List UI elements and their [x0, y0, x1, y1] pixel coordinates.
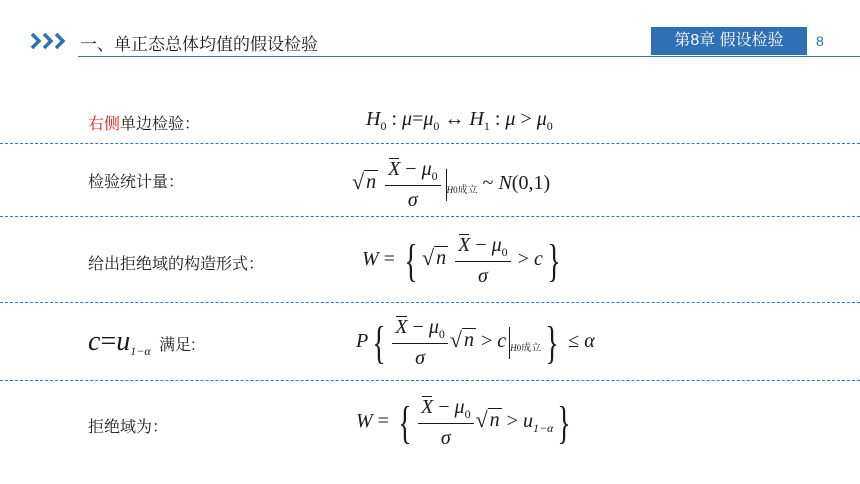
chapter-badge: 第8章 假设检验 — [651, 27, 807, 55]
row2-label: 检验统计量： — [88, 174, 185, 191]
test-statistic-formula: √ n $\frac{X - \mu_0}{\sigma}$ $_{H0成立}$ ~ N(0,1) — [352, 158, 551, 212]
page-title: 一、单正态总体均值的假设检验 — [80, 35, 318, 54]
header-divider — [78, 56, 860, 57]
hypothesis-formula: $H_0$ : $\mu=\mu_0$ ↔ $H_1$ : $\mu > \mu_0$ — [366, 108, 553, 133]
row1-label-highlight: 右侧 — [88, 116, 121, 133]
row-divider-3 — [0, 302, 860, 303]
row4-label-suffix: 满足: — [159, 337, 196, 354]
condition-text-2: 成立 — [521, 343, 542, 355]
critical-value-formula: P{ $\frac{X - \mu_0}{\sigma}$ √ n > c $_{H0成立}$} ≤ α — [356, 316, 595, 370]
row1-label-rest: 单边检验： — [120, 116, 201, 133]
row1-label — [88, 111, 200, 134]
row5-label: 拒绝域为： — [88, 419, 169, 436]
row-divider-4 — [0, 380, 860, 381]
condition-text: 成立 — [457, 185, 478, 197]
row-divider-2 — [0, 216, 860, 217]
chevron-arrows-icon — [30, 31, 70, 51]
row4-label: $c=u_{1-\alpha}$ 满足: — [88, 326, 196, 358]
row-divider-1 — [0, 143, 860, 144]
page-number: 8 — [808, 27, 860, 55]
row3-label: 给出拒绝域的构造形式： — [88, 256, 265, 273]
rejection-region-formula: W = { $\frac{X - \mu_0}{\sigma}$ √ n > $u_{1-\alpha}$} — [356, 396, 572, 450]
rejection-form-formula: W = { √ n $\frac{X - \mu_0}{\sigma}$ > c} — [362, 234, 561, 288]
